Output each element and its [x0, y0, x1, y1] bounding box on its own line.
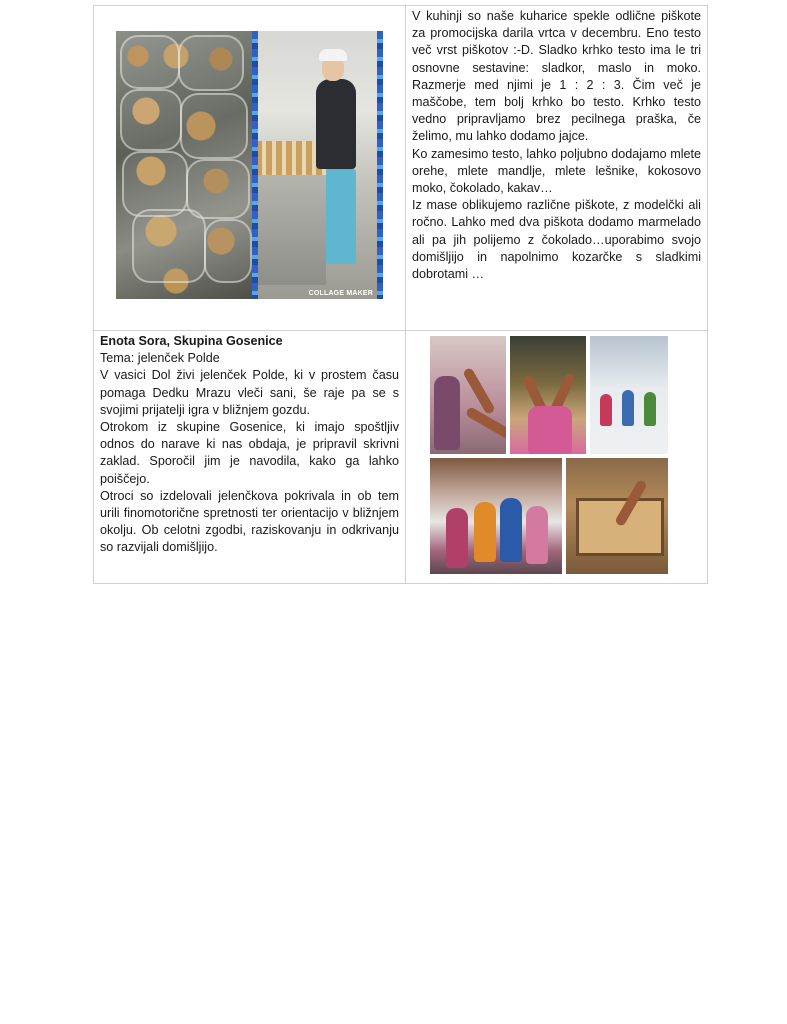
section-heading: Enota Sora, Skupina Gosenice — [100, 334, 283, 348]
child-figure — [622, 390, 634, 426]
paragraph: Otroci so izdelovali jelenčkova pokrivala in ob tem urili finomotorične spretnosti ter orientacijo v bližnjem okolju. Ob celotni zgodbi, raziskovanju in odkrivanju so razvijali domišljijo. — [100, 488, 399, 555]
table-row — [94, 6, 708, 331]
content-table — [93, 5, 708, 584]
child-figure — [434, 376, 460, 450]
deer-text-cell — [94, 331, 406, 584]
treasure-box-photo — [566, 458, 668, 574]
antler-shape — [462, 367, 496, 415]
kitchen-counter — [256, 175, 326, 285]
theme-line: Tema: jelenček Polde — [100, 351, 220, 366]
jar-shape — [120, 89, 182, 151]
child-figure — [500, 498, 522, 562]
collage-watermark: COLLAGE MAKER — [308, 290, 373, 297]
cookies-text-cell — [406, 6, 708, 331]
jar-shape — [204, 219, 252, 283]
cook-figure — [316, 79, 356, 169]
deer-photo-cell — [406, 331, 708, 584]
paragraph: V vasici Dol živi jelenček Polde, ki v prostem času pomaga Dedku Mrazu vleči sani, še raje pa se s svojimi prijatelji igra v bližnjem gozdu. — [100, 368, 399, 417]
child-figure — [526, 506, 548, 564]
cookies-collage-image — [116, 31, 383, 299]
cook-hat — [319, 49, 347, 61]
deer-activity-collage-image — [430, 336, 668, 574]
collage-border — [252, 31, 258, 299]
child-figure — [474, 502, 496, 562]
child-with-antlers-photo — [510, 336, 586, 454]
child-figure — [446, 508, 468, 568]
cook-figure — [326, 169, 356, 264]
jar-shape — [178, 35, 244, 91]
paragraph: V kuhinji so naše kuharice spekle odlične piškote za promocijska darila vrtca v decembru. Eno testo več vrst piškotov :-D. Sladko krhko testo ima le tri osnovne sestavine: sladkor, maslo in moko. Razmerje med njimi je 1 : 2 : 3. Čim več je maščobe, tem bolj krhko bo testo. Krhko testo vedno pripravljamo brez pecilnega praška, če želimo, mu lahko dodamo jajce. — [412, 9, 701, 144]
jar-shape — [120, 35, 180, 89]
jar-shape — [122, 151, 188, 217]
paragraph: Iz mase oblikujemo različne piškote, z modelčki ali ročno. Lahko med dva piškota dodamo marmelado ali pa jih polijemo z čokolado…uporabimo svojo domišljijo in napolnimo kozarčke s sladkimi dobrotami … — [412, 198, 701, 282]
group-of-children-photo — [430, 458, 562, 574]
jar-shape — [132, 209, 206, 283]
child-figure — [528, 406, 572, 454]
snowy-walk-photo — [590, 336, 668, 454]
treasure-box — [576, 498, 664, 556]
paragraph: Otrokom iz skupine Gosenice, ki imajo spoštljiv odnos do narave ki nas obdaja, je pripravil skrivni zaklad. Sporočil jim je navodila, kako ga lahko poiščejo. — [100, 420, 399, 486]
paragraph: Ko zamesimo testo, lahko poljubno dodajamo mlete orehe, mlete mandlje, mlete lešnike, kokosovo moko, čokolado, kakav… — [412, 146, 701, 196]
child-figure — [600, 394, 612, 426]
table-row — [94, 331, 708, 584]
jar-shape — [180, 93, 248, 159]
collage-border — [377, 31, 383, 299]
cookies-photo-cell — [94, 6, 406, 331]
antler-craft-photo — [430, 336, 506, 454]
child-figure — [644, 392, 656, 426]
